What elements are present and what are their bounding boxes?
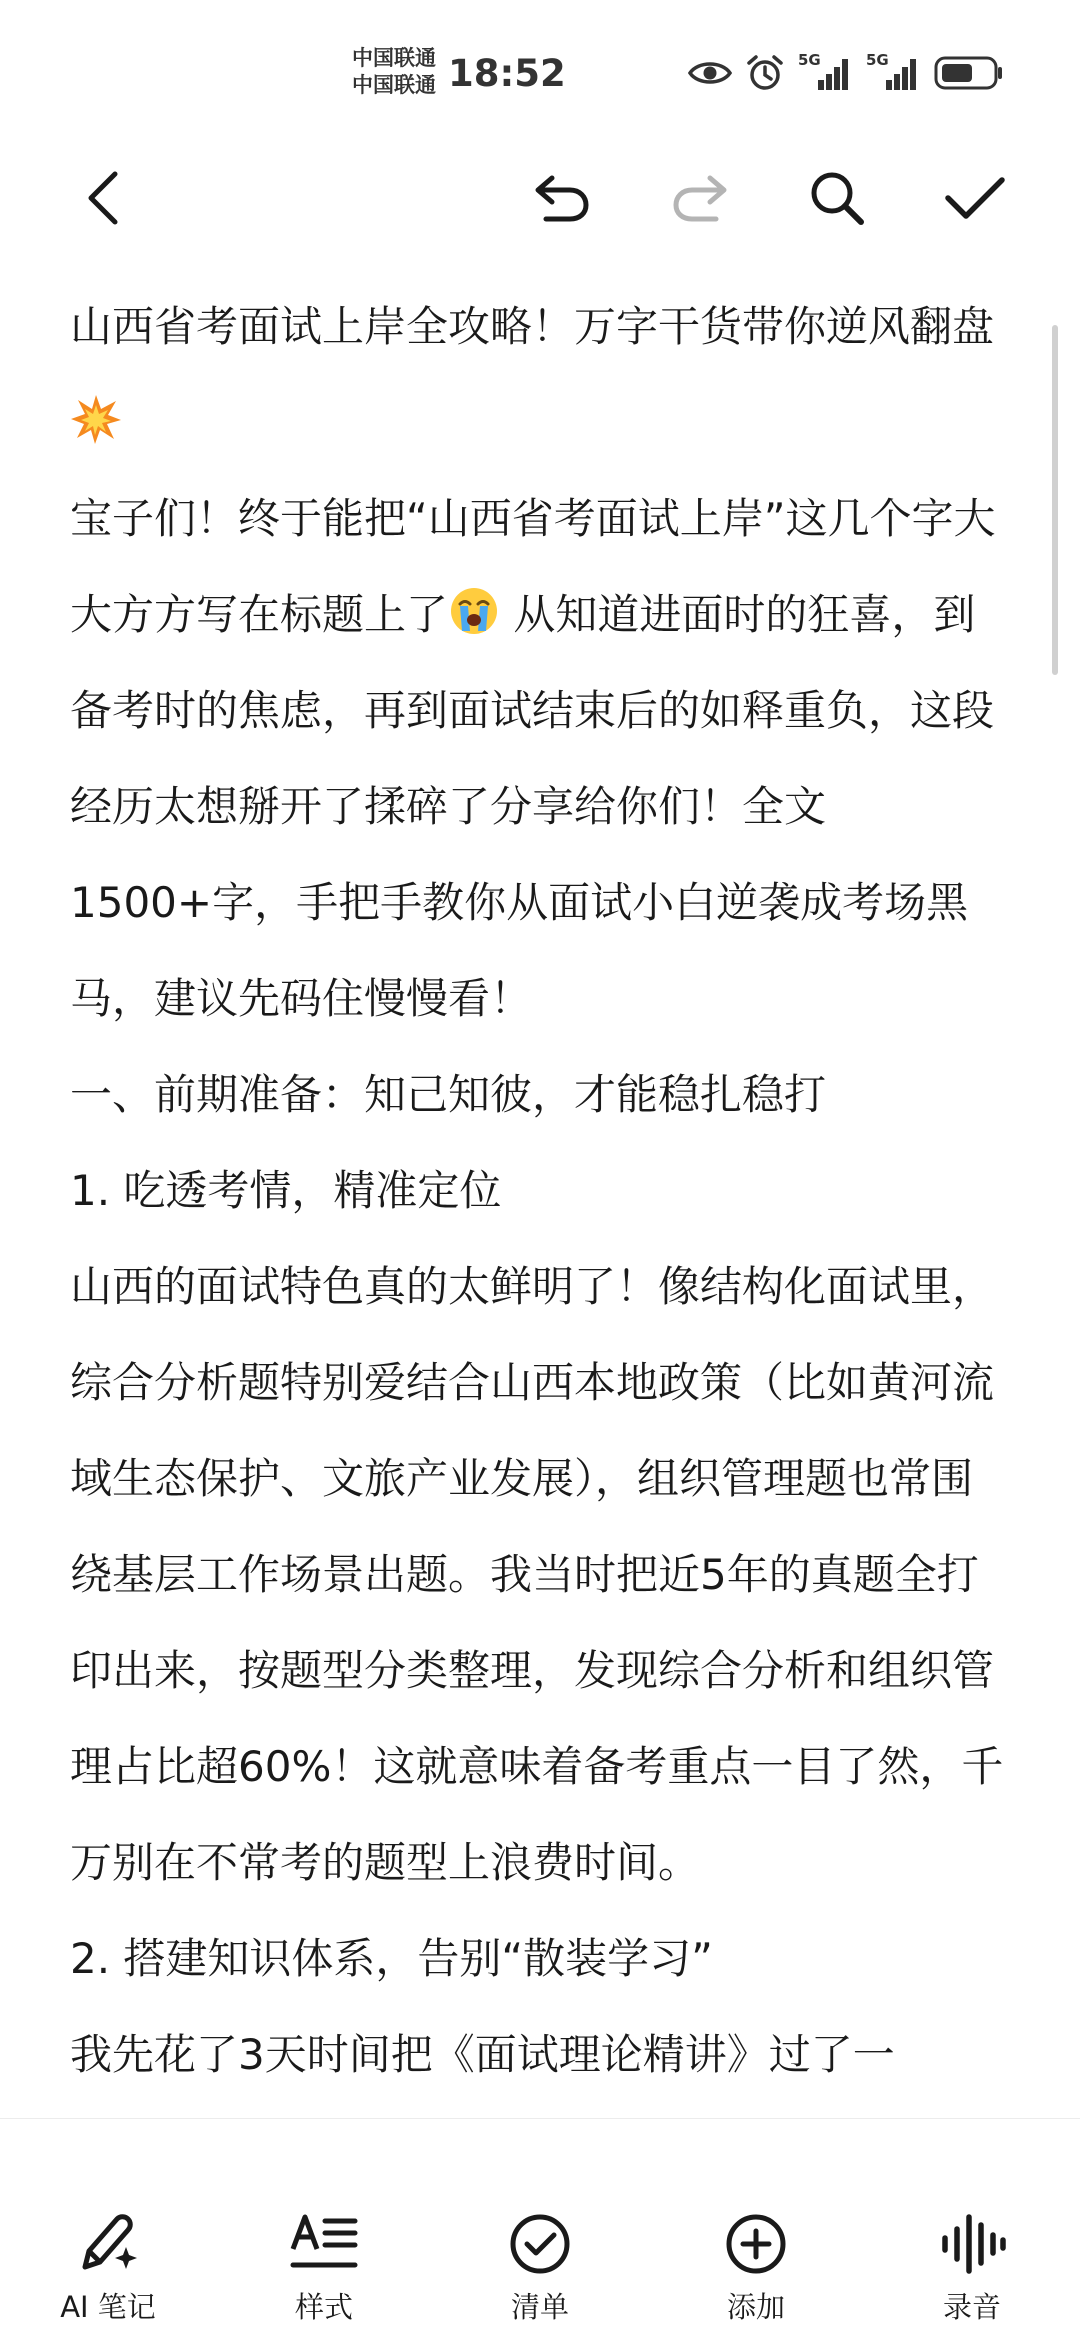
body-paragraph: 山西的面试特色真的太鲜明了！像结构化面试里，综合分析题特别爱结合山西本地政策（比如黄河流域生态保护、文旅产业发展），组织管理题也常围绕基层工作场景出题。我当时把近5年的真题全打印出来，按题型分类整理，发现综合分析和组织管理占比超60%！这就意味着备考重点一目了然，千万别在不常考的题型上浪费时间。 (70, 1262, 1004, 1887)
ai-pen-icon (73, 2209, 143, 2279)
scrollbar-thumb[interactable] (1052, 325, 1058, 675)
bottom-toolbar (0, 2118, 1080, 2344)
intro-text-1: 宝子们！终于能把“山西省考面试上岸”这几个字大大方方写在标题上了 (70, 494, 996, 639)
intro-text-2: 从知道进面时的狂喜，到备考时的焦虑，再到面试结束后的如释重负，这段经历太想掰开了揉碎了分享给你们！全文1500+字，手把手教你从面试小白逆袭成考场黑马，建议先码住慢慢看！ (70, 590, 995, 1023)
redo-button[interactable] (664, 162, 736, 234)
record-button[interactable] (864, 2119, 1080, 2344)
collision-emoji (70, 393, 122, 445)
bottom-bar-label: 添加 (726, 2290, 785, 2324)
subsection-heading: 2. 搭建知识体系，告别“散装学习” (70, 1934, 713, 1983)
subsection-heading: 1. 吃透考情，精准定位 (70, 1166, 502, 1215)
check-icon (944, 174, 1006, 222)
style-button[interactable] (216, 2119, 432, 2344)
search-icon (808, 169, 866, 227)
status-bar (0, 0, 1080, 140)
bottom-bar-label: 样式 (294, 2290, 353, 2324)
note-body[interactable] (70, 279, 1008, 2103)
intro-paragraph (70, 471, 1008, 1047)
signal-5g-icon (798, 51, 852, 92)
alarm-icon (746, 54, 784, 92)
eye-icon (688, 58, 732, 88)
signal-label: 5G (866, 51, 889, 69)
note-title-text: 山西省考面试上岸全攻略！万字干货带你逆风翻盘 (70, 302, 995, 351)
checklist-icon (505, 2209, 575, 2279)
carrier-1: 中国联通 (352, 46, 436, 70)
battery-icon (934, 56, 1004, 90)
signal-5g-icon (866, 51, 920, 92)
loudly-crying-emoji (448, 585, 500, 637)
note-title (70, 279, 1008, 471)
text-style-icon (289, 2209, 359, 2279)
status-icons (688, 50, 1004, 96)
editor-toolbar (0, 140, 1080, 255)
carrier-info (352, 45, 436, 99)
done-button[interactable] (939, 162, 1011, 234)
add-button[interactable] (648, 2119, 864, 2344)
bottom-bar-label: AI 笔记 (60, 2290, 156, 2324)
signal-label: 5G (798, 51, 821, 69)
add-icon (721, 2209, 791, 2279)
redo-icon (670, 172, 730, 224)
body-paragraph: 我先花了3天时间把《面试理论精讲》过了一 (70, 2030, 895, 2079)
back-button[interactable] (67, 162, 139, 234)
back-icon (81, 170, 125, 226)
search-button[interactable] (801, 162, 873, 234)
voice-record-icon (937, 2209, 1007, 2279)
undo-icon (532, 172, 592, 224)
bottom-bar-label: 录音 (942, 2290, 1001, 2324)
section-heading: 一、前期准备：知己知彼，才能稳扎稳打 (70, 1070, 827, 1119)
status-time: 18:52 (448, 52, 566, 95)
undo-button[interactable] (526, 162, 598, 234)
checklist-button[interactable] (432, 2119, 648, 2344)
ai-note-button[interactable] (0, 2119, 216, 2344)
bottom-bar-label: 清单 (510, 2290, 569, 2324)
carrier-2: 中国联通 (352, 73, 436, 97)
